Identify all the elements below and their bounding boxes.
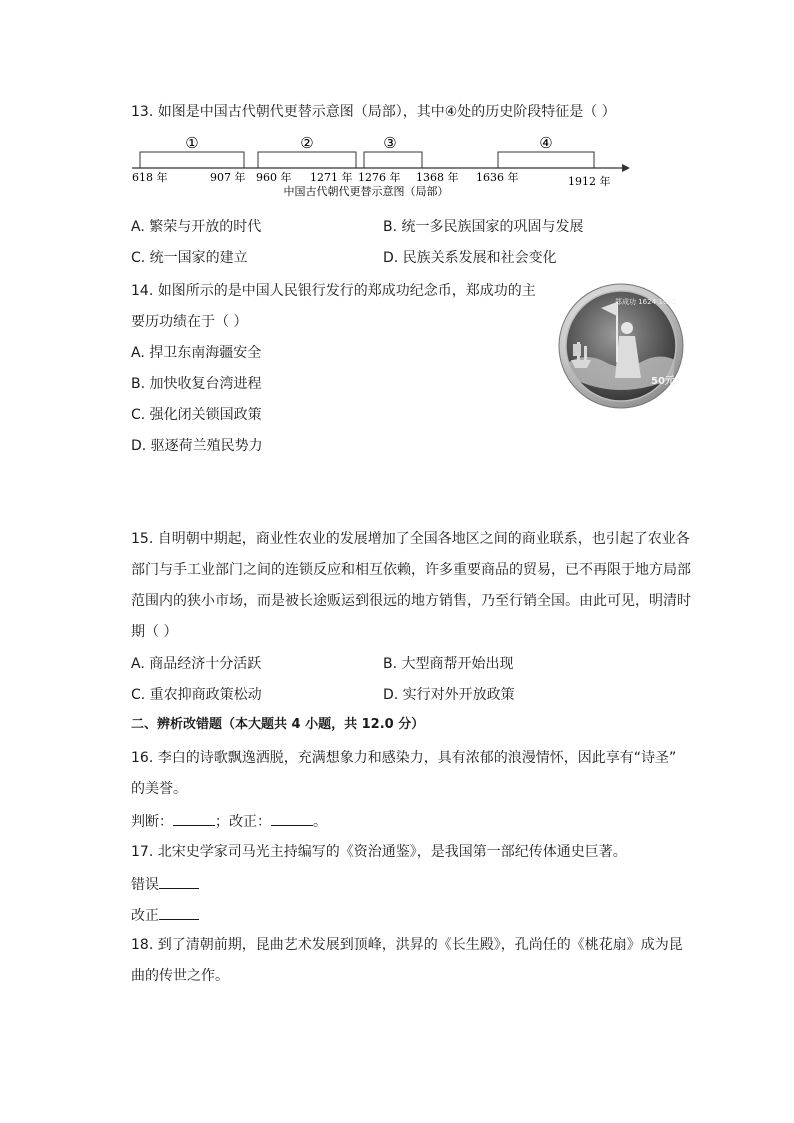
q16-correct-label: ；改正： [215, 814, 271, 830]
q15-option-a: A. 商品经济十分活跃 [131, 656, 262, 672]
q14-stem-line2: 要历功绩在于（ ） [131, 314, 248, 330]
q14-option-b: B. 加快收复台湾进程 [131, 376, 262, 392]
q16-judge-blank[interactable] [173, 811, 215, 826]
q14-option-c: C. 强化闭关锁国政策 [131, 407, 262, 423]
q15-line4: 期（ ） [131, 624, 178, 640]
q17-line1: 17. 北宋史学家司马光主持编写的《资治通鉴》，是我国第一部纪传体通史巨著。 [131, 844, 627, 860]
q16-answer-line [131, 811, 327, 831]
year-label-1271: 1271 年 [310, 171, 353, 184]
year-label-1912: 1912 年 [568, 175, 611, 188]
section2-title: 二、辨析改错题（本大题共 4 小题，共 12.0 分） [131, 717, 425, 732]
year-label-618: 618 年 [132, 171, 168, 184]
q18-line2: 曲的传世之作。 [131, 968, 229, 984]
q17-error-blank[interactable] [159, 874, 199, 889]
year-label-1368: 1368 年 [416, 171, 459, 184]
q17-correct-blank[interactable] [159, 905, 199, 920]
q17-correct-line [131, 905, 199, 925]
q13-option-b: B. 统一多民族国家的巩固与发展 [383, 219, 584, 235]
coin-denomination: 50元 [651, 376, 675, 387]
q15-line3: 范围内的狭小市场，而是被长途贩运到很远的地方销售，乃至行销全国。由此可见，明清时 [131, 593, 691, 609]
q16-line1: 16. 李白的诗歌飘逸洒脱，充满想象力和感染力，具有浓郁的浪漫情怀，因此享有“诗圣” [131, 750, 677, 766]
q15-option-b: B. 大型商帮开始出现 [383, 656, 514, 672]
q16-correct-blank[interactable] [271, 811, 313, 826]
q14-stem-line1: 14. 如图所示的是中国人民银行发行的郑成功纪念币，郑成功的主 [131, 283, 536, 299]
timeline-arrow-icon [622, 164, 630, 172]
coin-inscription: 郑成功 1624-1662 [615, 298, 677, 306]
year-label-907: 907 年 [210, 171, 246, 184]
q14-option-d: D. 驱逐荷兰殖民势力 [131, 438, 263, 454]
dynasty-timeline-diagram [126, 130, 636, 200]
year-label-1276: 1276 年 [358, 171, 401, 184]
q17-error-label: 错误 [131, 877, 159, 893]
bracket-4 [498, 152, 594, 162]
segment-label-2: ② [300, 134, 314, 152]
q13-option-d: D. 民族关系发展和社会变化 [383, 250, 557, 266]
zheng-chenggong-coin-image [557, 282, 685, 410]
q15-line2: 部门与手工业部门之间的连锁反应和相互依赖，许多重要商品的贸易，已不再限于地方局部 [131, 562, 691, 578]
bracket-2 [258, 152, 356, 162]
q15-line1: 15. 自明朝中期起，商业性农业的发展增加了全国各地区之间的商业联系，也引起了农业各 [131, 531, 690, 547]
q15-option-c: C. 重农抑商政策松动 [131, 687, 262, 703]
year-label-1636: 1636 年 [476, 171, 519, 184]
q15-option-d: D. 实行对外开放政策 [383, 687, 515, 703]
q13-stem: 13. 如图是中国古代朝代更替示意图（局部），其中④处的历史阶段特征是（ ） [131, 104, 616, 120]
q13-option-c: C. 统一国家的建立 [131, 250, 248, 266]
segment-label-3: ③ [383, 134, 397, 152]
q13-option-a: A. 繁荣与开放的时代 [131, 219, 262, 235]
q18-line1: 18. 到了清朝前期，昆曲艺术发展到顶峰，洪昇的《长生殿》，孔尚任的《桃花扇》成为昆 [131, 937, 683, 953]
segment-label-4: ④ [539, 134, 553, 152]
year-label-960: 960 年 [256, 171, 292, 184]
segment-label-1: ① [185, 134, 199, 152]
q16-line2: 的美誉。 [131, 781, 187, 797]
q16-end: 。 [313, 814, 327, 830]
timeline-caption: 中国古代朝代更替示意图（局部） [283, 185, 449, 198]
bracket-1 [140, 152, 244, 162]
q14-option-a: A. 捍卫东南海疆安全 [131, 345, 262, 361]
q17-correct-label: 改正 [131, 908, 159, 924]
q16-judge-label: 判断： [131, 814, 173, 830]
q17-error-line [131, 874, 199, 894]
bracket-3 [364, 152, 422, 162]
